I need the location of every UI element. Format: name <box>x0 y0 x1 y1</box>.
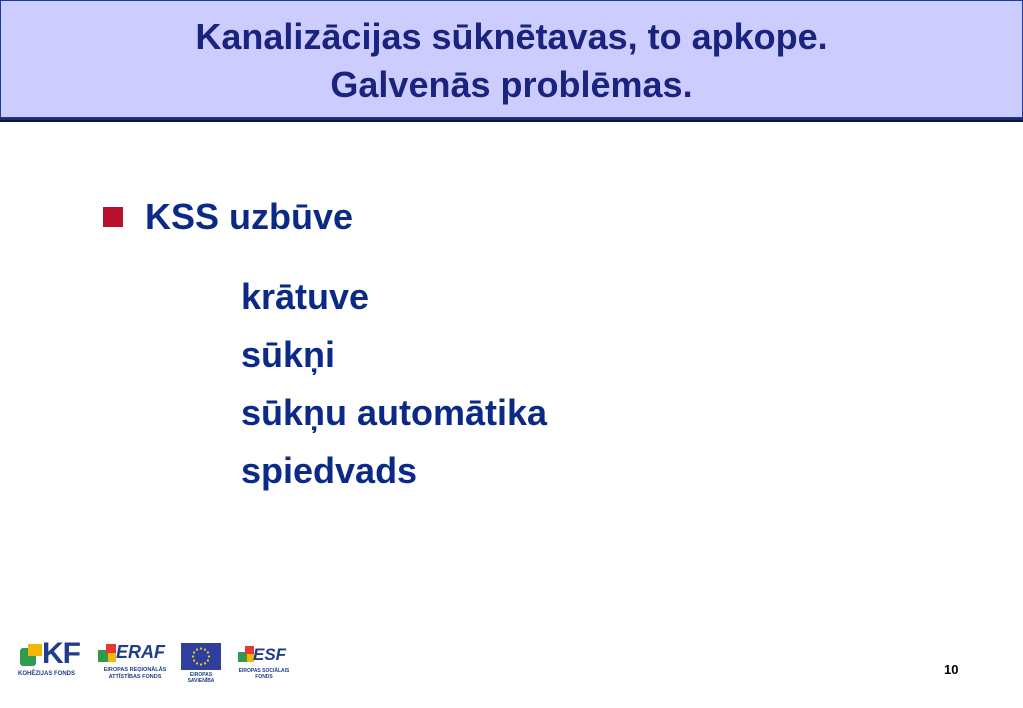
kf-logo-icon <box>20 644 42 668</box>
main-bullet-text: KSS uzbūve <box>145 196 354 237</box>
esf-caption: EIROPAS SOCIĀLAIS FONDS <box>238 668 290 680</box>
kf-wordmark: KF <box>42 637 80 670</box>
sub-item-pumps: sūkņi <box>241 334 336 375</box>
eu-flag-icon <box>181 643 221 670</box>
sub-item-storage: krātuve <box>241 276 370 317</box>
eu-logo <box>181 640 221 684</box>
slide-title-line-2: Galvenās problēmas. <box>330 64 693 105</box>
esf-logo <box>238 640 290 682</box>
kf-caption: KOHĒZIJAS FONDS <box>18 671 76 677</box>
eraf-caption: EIROPAS REĢIONĀLĀS ATTĪSTĪBAS FONDS <box>103 667 167 680</box>
eu-caption: EIROPAS SAVIENĪBA <box>187 672 215 684</box>
eraf-wordmark: ERAF <box>116 642 165 662</box>
main-bullet <box>103 197 353 237</box>
kf-logo <box>18 637 90 680</box>
title-bar <box>0 0 1023 118</box>
esf-wordmark: ESF <box>253 645 287 664</box>
square-bullet-icon <box>103 207 123 227</box>
sub-item-pump-automation: sūkņu automātika <box>241 392 548 433</box>
sub-item-list <box>241 268 547 500</box>
sub-item-pressure-pipe: spiedvads <box>241 450 418 491</box>
slide-title <box>1 13 1022 109</box>
page-number: 10 <box>944 662 959 677</box>
eraf-logo <box>96 640 174 682</box>
slide-title-line-1: Kanalizācijas sūknētavas, to apkope. <box>195 16 828 57</box>
eraf-logo-icon <box>98 644 118 664</box>
